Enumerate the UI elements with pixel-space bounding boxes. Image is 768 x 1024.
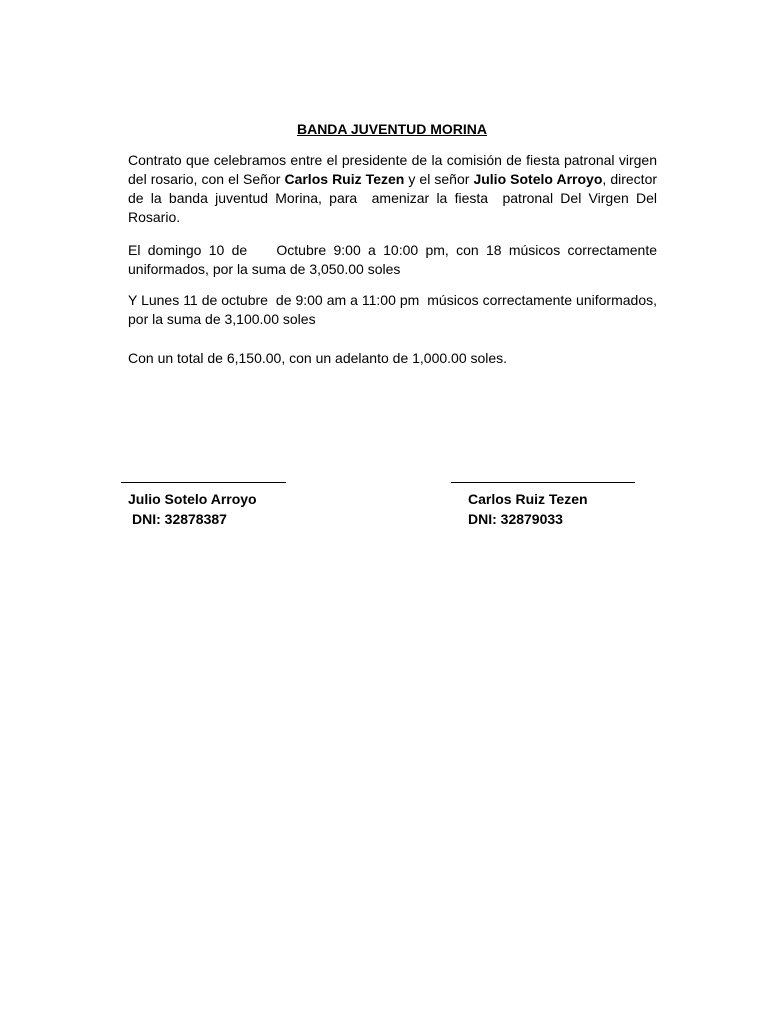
intro-text-2: y el señor <box>404 171 474 187</box>
sunday-schedule-paragraph: El domingo 10 de Octubre 9:00 a 10:00 pm, con 18 músicos correctamente uniformados, por la suma de 3,050.00 soles <box>128 242 661 277</box>
intro-text-1: Contrato que celebramos entre el presidente de la comisión de fiesta patronal virgen del rosario, con el Señor <box>128 152 657 187</box>
signature-dni-right: DNI: 32879033 <box>468 511 563 527</box>
intro-name-julio: Julio Sotelo Arroyo <box>473 171 603 187</box>
total-paragraph: Con un total de 6,150.00, con un adelanto de 1,000.00 soles. <box>128 350 508 366</box>
contract-intro-paragraph <box>128 151 661 227</box>
signature-line-left <box>121 482 286 483</box>
intro-name-carlos: Carlos Ruiz Tezen <box>284 171 405 187</box>
signature-name-left: Julio Sotelo Arroyo <box>128 491 257 507</box>
signature-dni-left: DNI: 32878387 <box>132 511 227 527</box>
signature-line-right <box>451 482 635 483</box>
document-title: BANDA JUVENTUD MORINA <box>296 121 488 137</box>
monday-schedule-paragraph: Y Lunes 11 de octubre de 9:00 am a 11:00 pm músicos correctamente uniformados, por la suma de 3,100.00 soles <box>128 292 661 327</box>
intro-text-3: , director de la banda juventud Morina, para amenizar la fiesta patronal Del Virgen Del Rosario. <box>128 171 661 225</box>
signature-name-right: Carlos Ruiz Tezen <box>468 491 588 507</box>
